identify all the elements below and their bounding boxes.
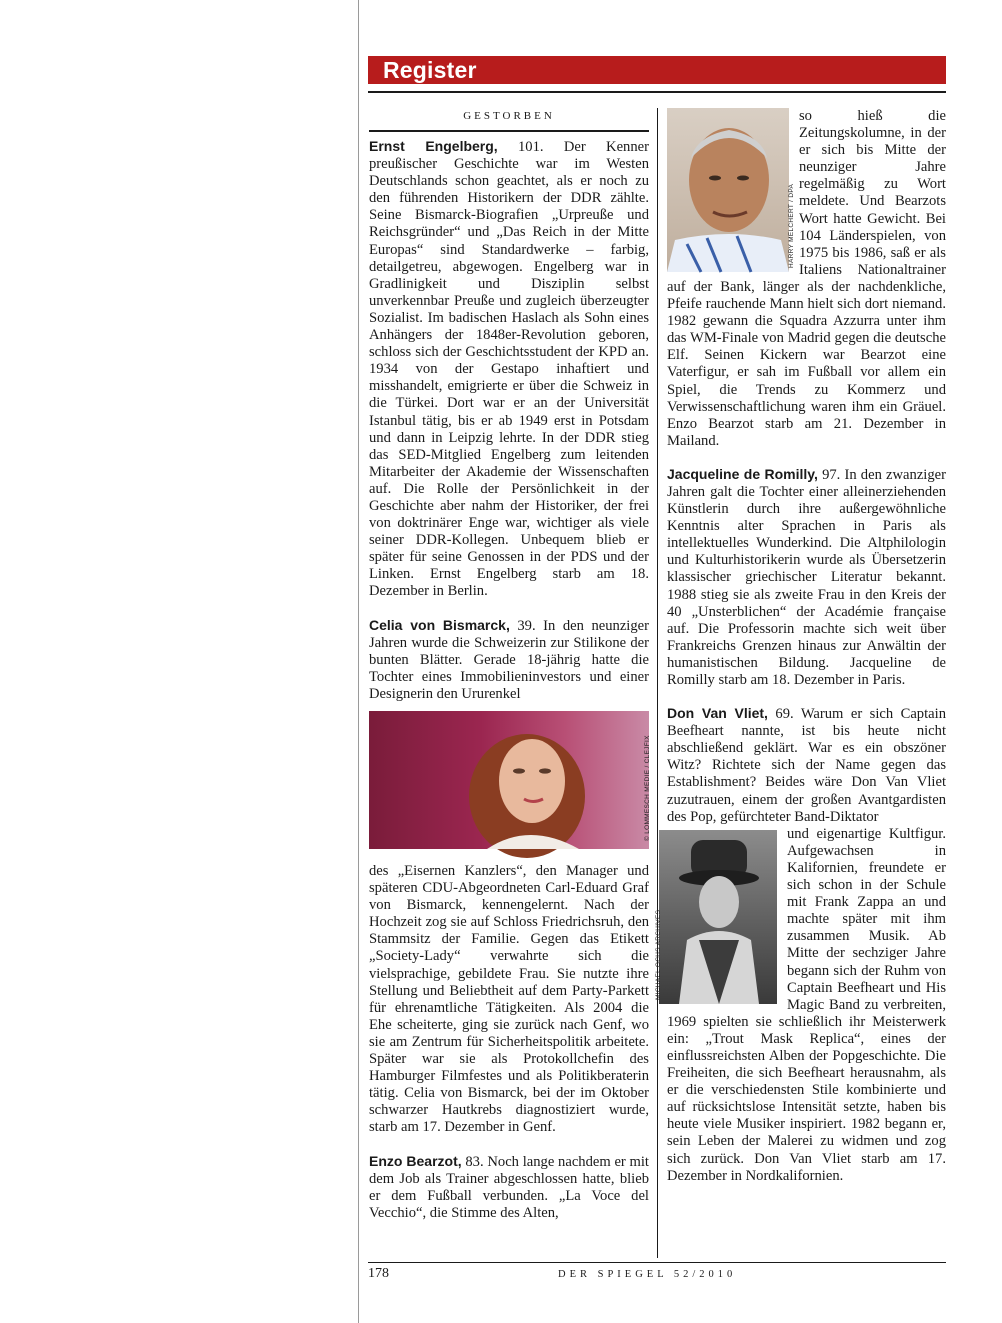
page-number: 178 xyxy=(368,1266,389,1281)
column-divider xyxy=(657,108,658,1258)
page-spine-rule xyxy=(358,0,359,1323)
obituary-text: und eigenartige Kultfigur. Aufgewachsen in Kalifornien, freundete er sich schon in der Schule mit Frank Zappa an und machte später mit ihm zusammen Musik. Ab Mitte der sechziger Jahre begann sich der Ruhm von Captain Beefheart und His Magic Band zu verbreiten, 1969 spielten sie schließlich ihr Meisterwerk ein: „Trout Mask Replica“, eines der einflussreichsten Alben der Popgeschichte. Die Freiheiten, die sich Beefheart herausnahm, als er die verschiedensten Stile kombinierte und auf rücksichtslose Intensität setzte, haben bis heute viele Musiker inspiriert. 1982 begann er, sein Leben der Malerei zu widmen und zog sich zurück. Don Van Vliet starb am 17. Dezember in Nordkalifornien. xyxy=(667,825,946,1184)
obituary-van-vliet xyxy=(655,705,946,1185)
obituary-text: 69. Warum er sich Captain Beefheart nannte, ist bis heute nicht abschließend geklärt. War es ein obszöner Witz? Richtete sich der Name gegen das Establishment? Beides wäre Don Van Vliet zuzutrauen, einem der großen Avantgardisten des Pop, gefürchteter Band-Diktator xyxy=(667,706,946,825)
obituary-romilly xyxy=(667,466,946,689)
obituary-text: des „Eisernen Kanzlers“, den Manager und späteren CDU-Abgeordneten Carl-Eduard Graf von Bismarck, kennengelernt. Nach der Hochzeit zog sie auf Schloss Friedrichsruh, den Stammsitz der Familie. Gegen das Etikett „Society-Lady“ verwahrte sich die vielsprachige, gebildete Frau. Sie nutzte ihre Stellung und Beliebtheit auf dem Party-Parkett für ehrenamtliche Tätigkeiten. Als 2004 die Ehe scheiterte, ging sie zurück nach Genf, wo sie am Zentrum für Sicherheitspolitik arbeitete. Später war sie als Protokollchefin des Hamburger Filmfestes und als Politikberaterin tätig. Celia von Bismarck, bei der im Oktober schwarzer Hautkrebs diagnostiziert wurde, starb am 17. Dezember in Genf. xyxy=(369,863,649,1136)
footer-rule xyxy=(368,1262,946,1263)
portrait-illustration xyxy=(369,711,649,849)
photo-celia-von-bismarck xyxy=(369,711,649,849)
register-header-bar xyxy=(368,56,946,84)
obituary-engelberg xyxy=(369,138,649,601)
page-footer xyxy=(368,1262,946,1281)
left-column xyxy=(369,108,649,1238)
obituary-bismarck xyxy=(369,617,649,1137)
obituary-bearzot-cont xyxy=(667,108,946,450)
register-title: Register xyxy=(383,57,477,83)
obituary-text: 83. Noch lange nachdem er mit dem Job als Trainer abgeschlossen hatte, blieb er dem Fußball verbunden. „La Voce del Vecchio“, die Stimme des Alten, xyxy=(369,1153,649,1221)
obituary-text: 97. In den zwanziger Jahren galt die Tochter einer alleinerziehenden Künstlerin durch ihre außergewöhnliche Kenntnis alter Sprachen in Paris als intellektuelles Wunderkind. Die Altphilologin und Kulturhistorikerin wurde als Übersetzerin klassischer griechischer Literatur bekannt. 1988 stieg sie als zweite Frau in den Kreis der 40 „Unsterblichen“ der Académie française auf. Die Professorin machte sich weit über Frankreichs Grenzen hinaus zur Anwältin der humanistischen Bildung. Jacqueline de Romilly starb am 18. Dezember in Paris. xyxy=(667,466,946,688)
portrait-illustration xyxy=(659,830,777,1004)
portrait-illustration xyxy=(667,108,789,272)
photo-credit: MICHAEL OCHS ARCHIVES xyxy=(655,909,662,1000)
header-rule xyxy=(368,91,946,93)
section-rule xyxy=(369,130,649,132)
obituary-bearzot-start xyxy=(369,1153,649,1222)
obituary-name: Don Van Vliet, xyxy=(667,705,768,722)
photo-enzo-bearzot xyxy=(667,108,795,272)
obituary-text: 101. Der Kenner preußischer Geschichte war im Westen Deutschlands schon geachtet, als er noch zu den führenden Historikern der DDR zählte. Seine Bismarck-Biografien „Urpreuße und Reichsgründer“ und „Das Reich in der Mitte Europas“ sind Standardwerke – farbig, detailgetreu, abgewogen. Engelberg war in Gradlinigkeit und Disziplin selbst unverkennbar Preuße und zugleich überzeugter Sozialist. Im badischen Haslach als Sohn eines Anhängers der 1848er-Revolution geboren, schloss sich der Geschichtsstudent der KPD an. 1934 von der Gestapo inhaftiert und misshandelt, emigrierte er über die Schweiz in die Türkei. Dort war er an der Universität Istanbul tätig, bis er ab 1949 erst in Potsdam und dann in Leipzig lehrte. In der DDR stieg das SED-Mitglied Engelberg zum leitenden Mitarbeiter der Akademie der Wissenschaften auf. Die Rolle der Persönlichkeit in der Geschichte aber nahm der Historiker, der frei von doktrinärer Enge war, wichtiger als viele seiner DDR-Kollegen. Unbequem blieb er später für seine Genossen in der PDS und der Linken. Ernst Engelberg starb am 18. Dezember in Berlin. xyxy=(369,139,649,600)
right-column xyxy=(655,108,946,1201)
photo-credit: © LOMMESCH MEDIE / CLEJFIX xyxy=(644,735,651,841)
obituary-text: so hieß die Zeitungskolumne, in der er sich bis Mitte der neunziger Jahre regelmäßig zu Wort meldete. Und Bearzots Wort hatte Gewicht. Bei 104 Länderspielen, von 1975 bis 1986, saß er als Italiens Nationaltrainer auf der Bank, länger als der nachdenkliche, Pfeife rauchende Mann hielt sich dort niemand. 1982 gewann die Squadra Azzurra unter ihm das WM-Finale von Madrid gegen die deutsche Elf. Seinen Kickern war Bearzot eine Vaterfigur, er sah im Fußball vor allem ein Spiel, die Trends zu Kommerz und Verwissenschaftlichung waren ihm ein Gräuel. Enzo Bearzot starb am 21. Dezember in Mailand. xyxy=(667,108,946,449)
magazine-issue: DER SPIEGEL 52/2010 xyxy=(558,1269,737,1280)
obituary-name: Ernst Engelberg, xyxy=(369,138,498,154)
obituary-name: Jacqueline de Romilly, xyxy=(667,465,818,482)
photo-don-van-vliet xyxy=(655,830,777,1004)
obituary-name: Enzo Bearzot, xyxy=(369,1152,462,1169)
section-label: GESTORBEN xyxy=(463,110,555,122)
obituary-text: 39. In den neunziger Jahren wurde die Schweizerin zur Stilikone der bunten Blätter. Gerade 18-jährig hatte die Tochter eines Immobilieninvestors und einer Designerin den Ururenkel xyxy=(369,617,649,702)
obituary-name: Celia von Bismarck, xyxy=(369,616,510,633)
photo-credit: HARRY MELCHERT / DPA xyxy=(788,183,795,268)
